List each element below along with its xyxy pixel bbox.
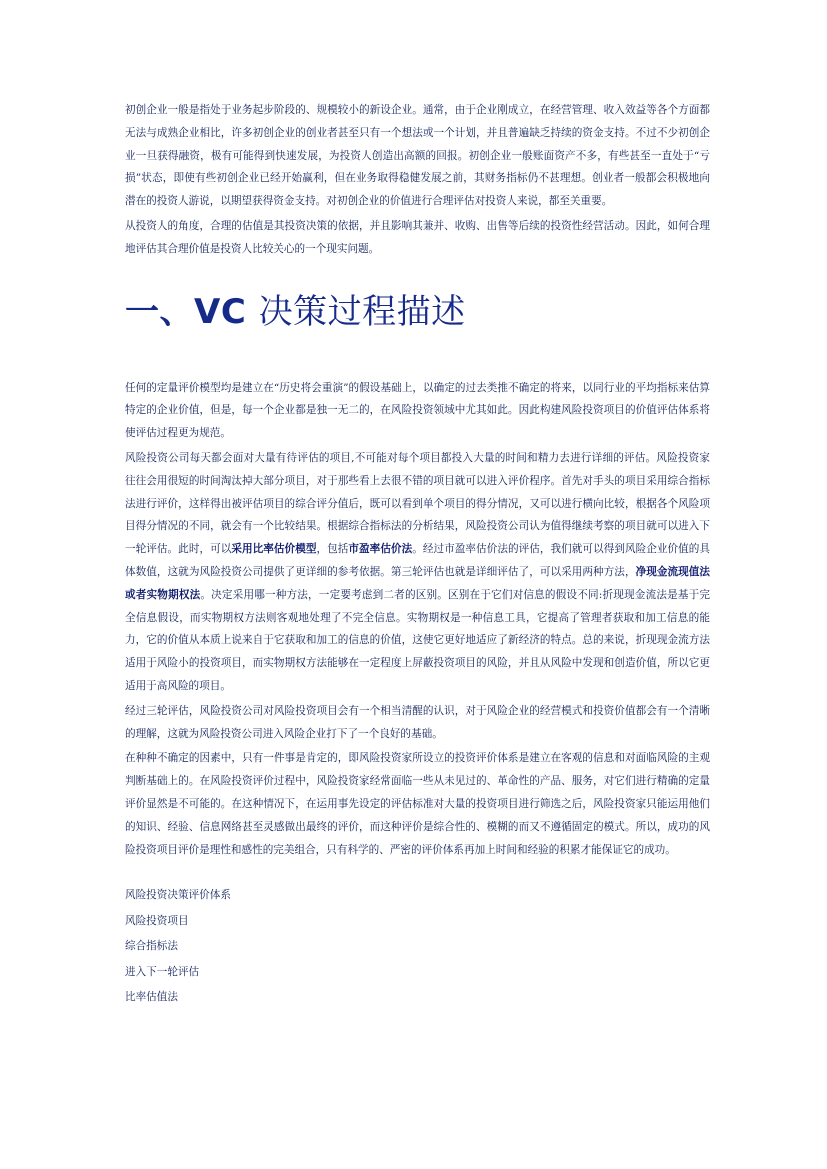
body-text: 风险投资公司每天都会面对大量有待评估的项目,不可能对每个项目都投入大量的时间和精力去进行详细的评估。风险投资家往往会用很短的时间淘汰掉大部分项目，对于那些看上去很不错的项目就可以进入评价程序。首先对手头的项目采用综合指标法进行评价，这样得出被评估项目的综合评分值后，既可以看到单个项目的得分情况，又可以进行横向比较，根据各个风险项目得分情况的不同，就会有一个比较结果。根据综合指标法的分析结果，风险投资公司认为值得继续考察的项目就可以进入下一轮评估。此时，可以 bbox=[125, 451, 710, 556]
keyword-list bbox=[125, 883, 710, 1011]
document-page bbox=[125, 99, 710, 1011]
body-paragraph-2 bbox=[125, 447, 710, 698]
keyword-item: 比率估值法 bbox=[125, 991, 178, 1004]
intro-paragraph-1: 初创企业一般是指处于业务起步阶段的、规模较小的新设企业。通常，由于企业刚成立，在经营管理、收入效益等各个方面都无法与成熟企业相比，许多初创企业的创业者甚至只有一个想法或一个计划，并且普遍缺乏持续的资金支持。不过不少初创企业一旦获得融资，极有可能得到快速发展，为投资人创造出高额的回报。初创企业一般账面资产不多，有些甚至一直处于“亏损”状态，即使有些初创企业已经开始赢利，但在业务取得稳健发展之前，其财务指标仍不甚理想。创业者一般都会积极地向潜在的投资人游说，以期望获得资金支持。对初创企业的价值进行合理评估对投资人来说，都至关重要。 bbox=[125, 104, 710, 208]
section-heading bbox=[125, 287, 710, 337]
bold-term-ratio-model: 采用比率估价模型 bbox=[231, 543, 317, 556]
section-number: 一、VC bbox=[125, 291, 259, 332]
body-paragraph-4: 在种种不确定的因素中，只有一件事是肯定的，即风险投资家所设立的投资评价体系是建立在客观的信息和对面临风险的主观判断基础上的。在风险投资评价过程中，风险投资家经常面临一些从未见过的、革命性的产品、服务，对它们进行精确的定量评价显然是不可能的。在这种情况下，在运用事先设定的评估标准对大量的投资项目进行筛选之后，风险投资家只能运用他们的知识、经验、信息网络甚至灵感做出最终的评价，而这种评价是综合性的、模糊的而又不遵循固定的模式。所以，成功的风险投资项目评价是理性和感性的完美组合，只有科学的、严密的评价体系再加上时间和经验的积累才能保证它的成功。 bbox=[125, 752, 710, 856]
bold-term-pe-method: 市盈率估价法 bbox=[348, 543, 413, 556]
keyword-item: 风险投资决策评价体系 bbox=[125, 889, 231, 902]
keyword-item: 综合指标法 bbox=[125, 940, 178, 953]
body-paragraph-1: 任何的定量评价模型均是建立在“历史将会重演”的假设基础上，以确定的过去类推不确定的将来，以同行业的平均指标来估算特定的企业价值，但是，每一个企业都是独一无二的，在风险投资领域中尤其如此。因此构建风险投资项目的价值评估体系将使评估过程更为规范。 bbox=[125, 381, 710, 440]
section-title: 决策过程描述 bbox=[258, 291, 466, 332]
body-text: 。决定采用哪一种方法，一定要考虑到二者的区别。区别在于它们对信息的假设不同:折现现金流法是基于完全信息假设，而实物期权方法则客观地处理了不完全信息。实物期权是一种信息工具，它提高了管理者获取和加工信息的能力，它的价值从本质上说来自于它获取和加工的信息的价值，这使它更好地适应了新经济的特点。总的来说，折现现金流方法适用于风险小的投资项目，而实物期权方法能够在一定程度上屏蔽投资项目的风险，并且从风险中发现和创造价值，所以它更适用于高风险的项目。 bbox=[125, 588, 710, 692]
intro-paragraph-2: 从投资人的角度，合理的估值是其投资决策的依据，并且影响其兼并、收购、出售等后续的投资性经营活动。因此，如何合理地评估其合理价值是投资人比较关心的一个现实问题。 bbox=[125, 219, 710, 255]
keyword-item: 风险投资项目 bbox=[125, 914, 189, 927]
body-text: ，包括 bbox=[316, 543, 349, 556]
keyword-item: 进入下一轮评估 bbox=[125, 965, 200, 978]
bold-term-npv-options: 净现金流现值法或者实物期权法 bbox=[125, 565, 711, 601]
body-text: 。经过市盈率估价法的评估，我们就可以得到风险企业价值的具体数值，这就为风险投资公司提供了更详细的参考依据。第三轮评估也就是详细评估了，可以采用两种方法， bbox=[125, 543, 711, 578]
body-paragraph-3: 经过三轮评估，风险投资公司对风险投资项目会有一个相当清醒的认识，对于风险企业的经营模式和投资价值都会有一个清晰的理解，这就为风险投资公司进入风险企业打下了一个良好的基础。 bbox=[125, 704, 710, 740]
